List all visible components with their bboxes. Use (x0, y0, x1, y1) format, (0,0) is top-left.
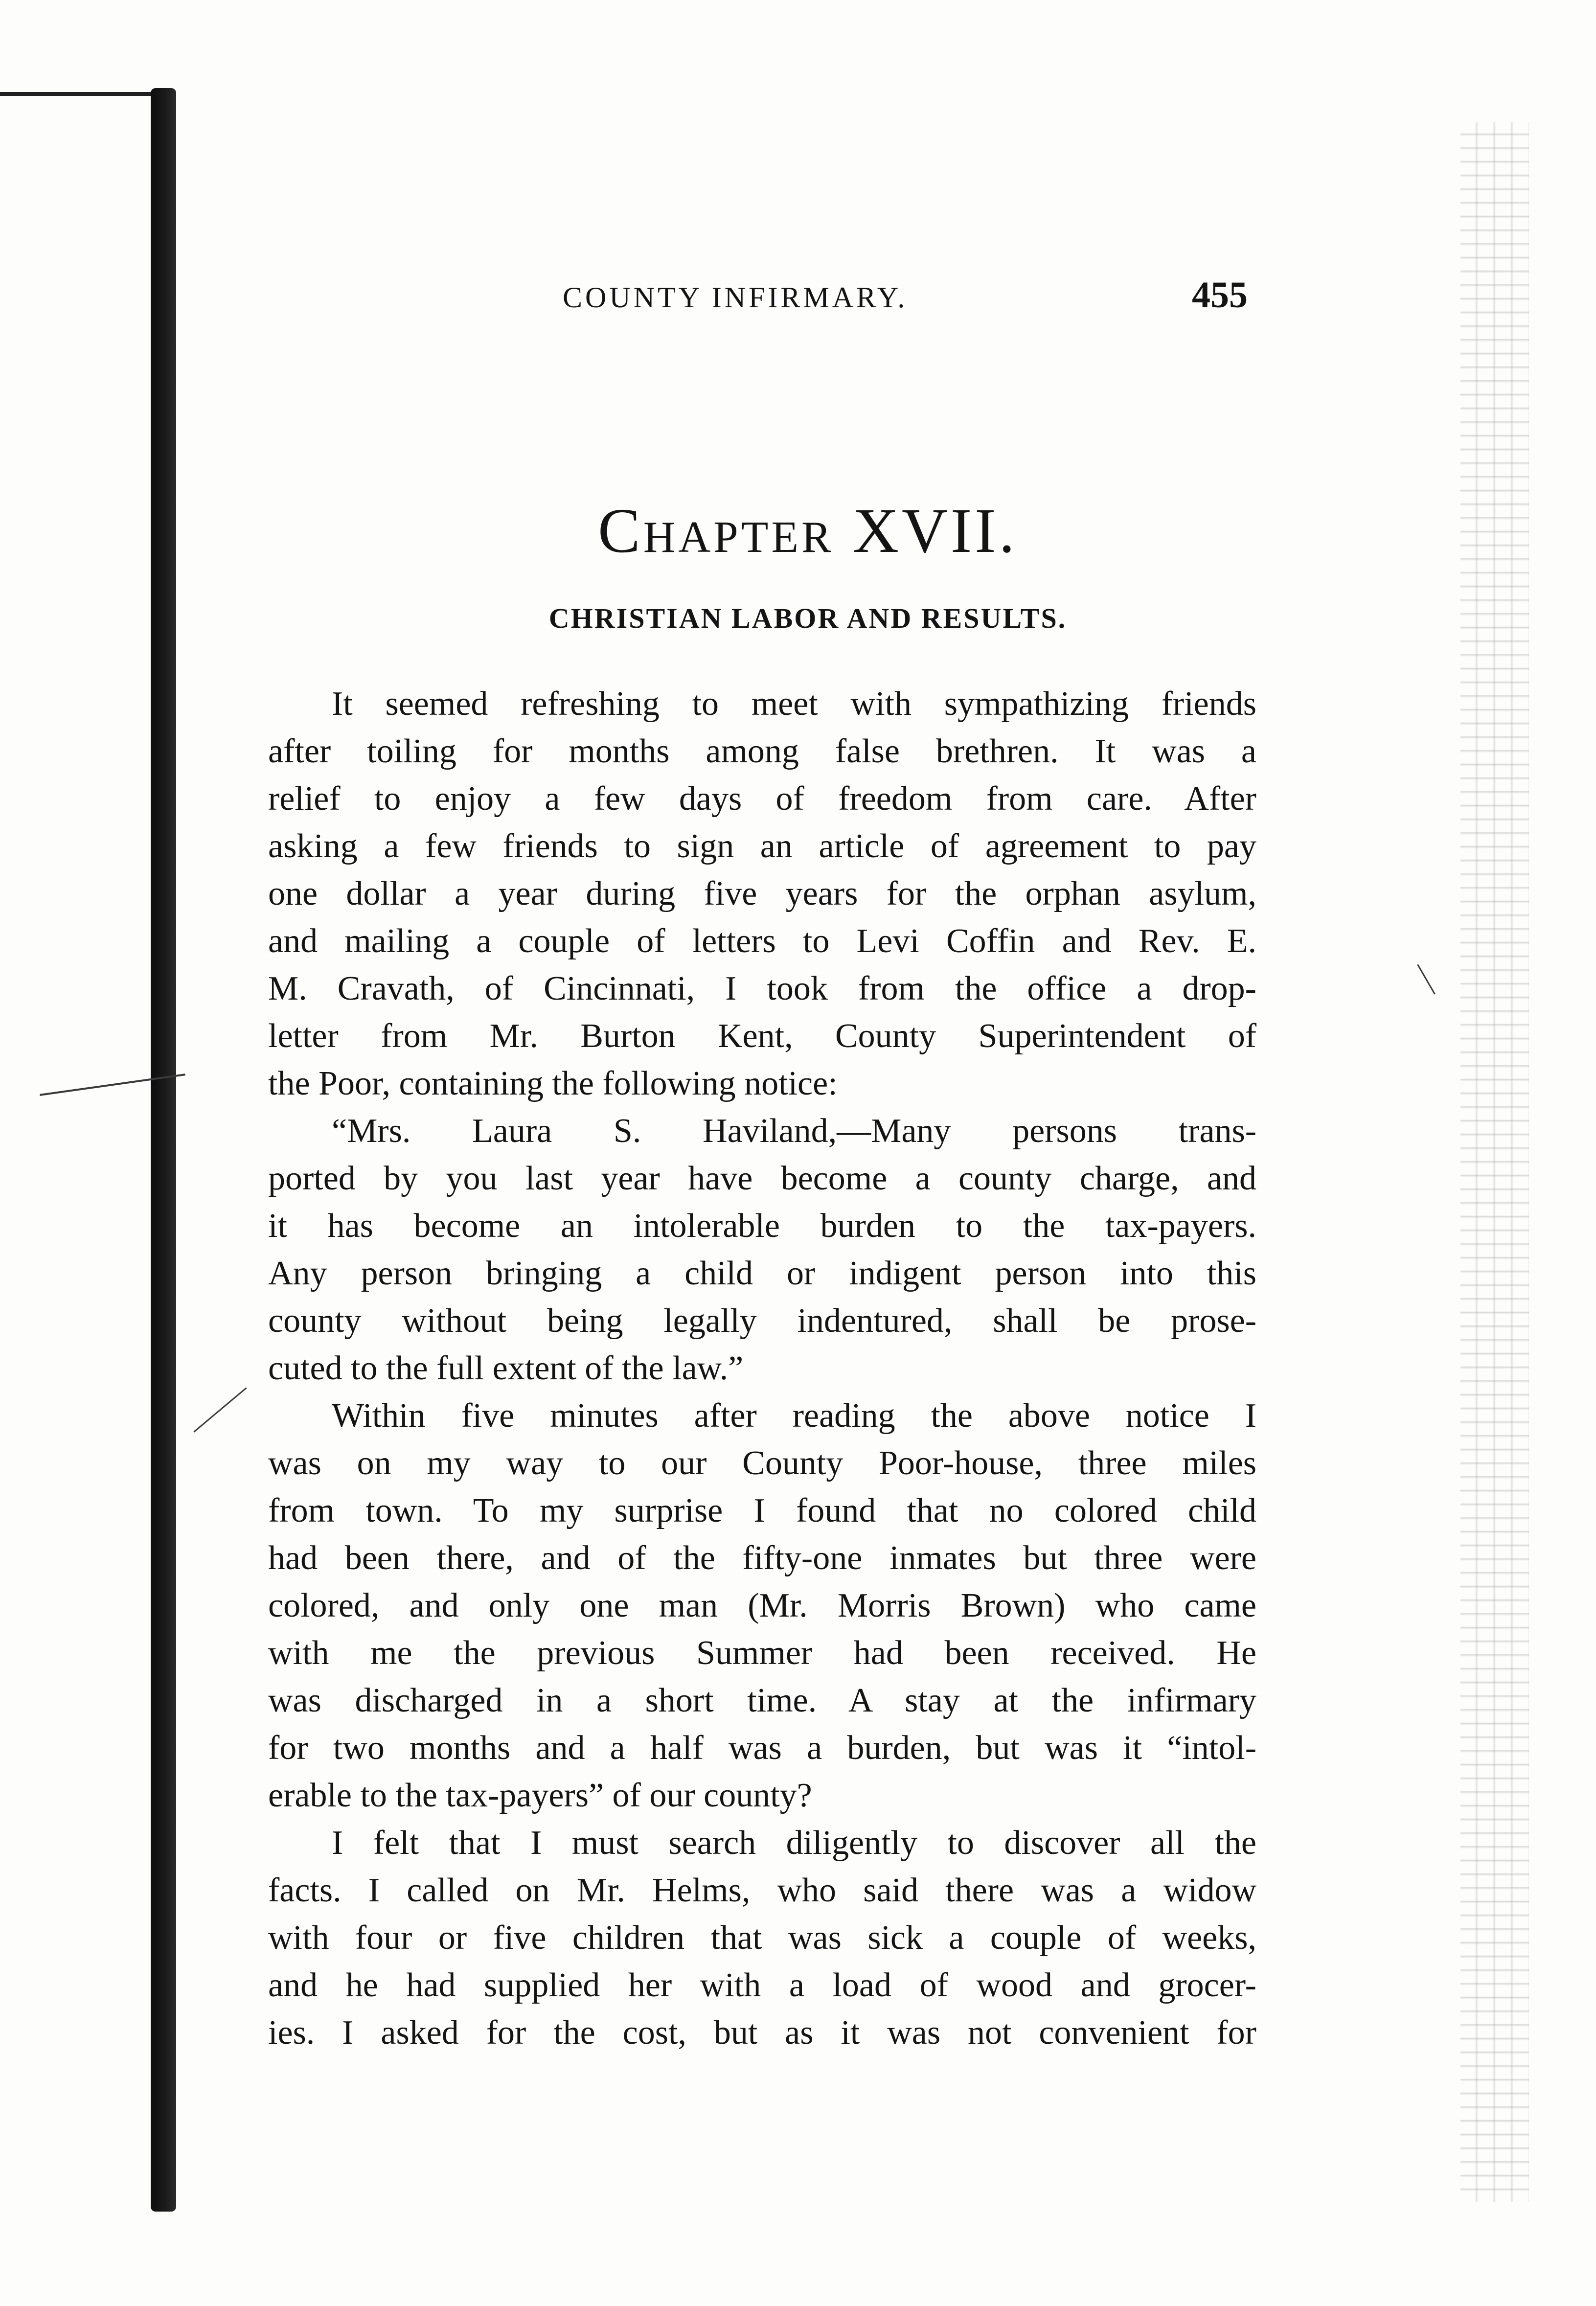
text-line: ported by you last year have become a county charge, and (268, 1160, 1256, 1197)
book-binding-shadow (151, 88, 176, 2212)
text-line: colored, and only one man (Mr. Morris Brown) who came (268, 1587, 1256, 1624)
text-line: after toiling for months among false brethren. It was a (268, 732, 1256, 770)
text-line: relief to enjoy a few days of freedom from care. After (268, 780, 1256, 818)
text-line: and he had supplied her with a load of wood and grocer- (268, 1966, 1256, 2004)
stray-mark (1417, 964, 1436, 994)
body-text (268, 680, 1256, 2056)
text-line: from town. To my surprise I found that no colored child (268, 1492, 1256, 1530)
text-line: “Mrs. Laura S. Haviland,—Many persons trans- (332, 1112, 1256, 1150)
chapter-title: Chapter XVII. (598, 496, 1018, 566)
text-line: It seemed refreshing to meet with sympathizing friends (332, 685, 1256, 723)
text-line: had been there, and of the fifty-one inmates but three were (268, 1539, 1256, 1577)
paragraph (268, 1819, 1256, 2056)
text-line: with me the previous Summer had been received. He (268, 1634, 1256, 1672)
text-line: was on my way to our County Poor-house, three miles (268, 1444, 1256, 1482)
text-line: asking a few friends to sign an article of agreement to pay (268, 827, 1256, 865)
text-line: and mailing a couple of letters to Levi Coffin and Rev. E. (268, 922, 1256, 960)
paragraph (268, 1107, 1256, 1392)
text-line: county without being legally indentured, shall be prose- (268, 1302, 1256, 1340)
text-line: letter from Mr. Burton Kent, County Superintendent of (268, 1017, 1256, 1055)
running-title: COUNTY INFIRMARY. (563, 281, 908, 314)
text-line: it has become an intolerable burden to the tax-payers. (268, 1207, 1256, 1245)
text-line: cuted to the full extent of the law.” (268, 1349, 744, 1387)
stray-mark (193, 1387, 247, 1432)
paragraph (268, 680, 1256, 1107)
binding-edge-top (0, 92, 176, 96)
text-line: Any person bringing a child or indigent person into this (268, 1255, 1256, 1292)
page-number: 455 (1192, 274, 1248, 316)
text-line: ies. I asked for the cost, but as it was not convenient for (268, 2014, 1256, 2052)
chapter-subtitle: CHRISTIAN LABOR AND RESULTS. (548, 602, 1067, 634)
text-line: was discharged in a short time. A stay at the infirmary (268, 1682, 1256, 1719)
text-line: for two months and a half was a burden, but was it “intol- (268, 1729, 1256, 1767)
paragraph (268, 1392, 1256, 1819)
text-line: with four or five children that was sick a couple of weeks, (268, 1919, 1256, 1957)
text-line: erable to the tax-payers” of our county? (268, 1777, 812, 1814)
text-line: I felt that I must search diligently to discover all the (332, 1824, 1256, 1862)
text-line: one dollar a year during five years for the orphan asylum, (268, 875, 1256, 913)
page-edge-noise (1460, 122, 1529, 2202)
text-line: M. Cravath, of Cincinnati, I took from the office a drop- (268, 970, 1256, 1007)
text-line: Within five minutes after reading the above notice I (332, 1397, 1256, 1435)
running-header (563, 274, 1248, 318)
text-line: the Poor, containing the following notice: (268, 1065, 838, 1102)
text-line: facts. I called on Mr. Helms, who said there was a widow (268, 1872, 1256, 1909)
